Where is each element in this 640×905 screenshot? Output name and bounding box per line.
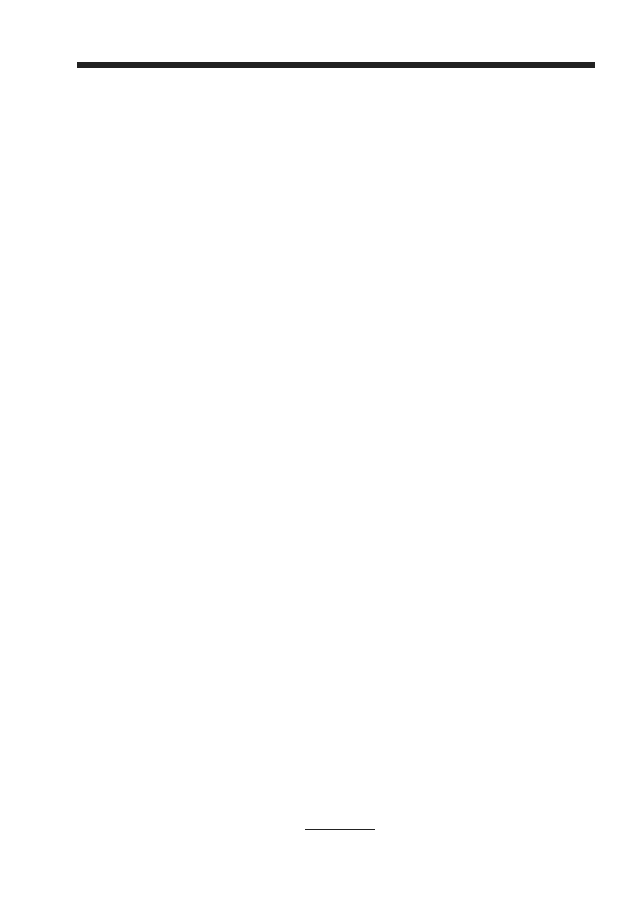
item-type [510, 67, 595, 68]
table-row [78, 67, 595, 68]
footer-divider [305, 829, 375, 830]
equipment-table [77, 62, 595, 68]
equipment-table-body [78, 63, 595, 68]
item-unit [390, 67, 440, 68]
item-quantity [440, 67, 510, 68]
item-number [78, 67, 128, 68]
item-name [128, 67, 390, 68]
